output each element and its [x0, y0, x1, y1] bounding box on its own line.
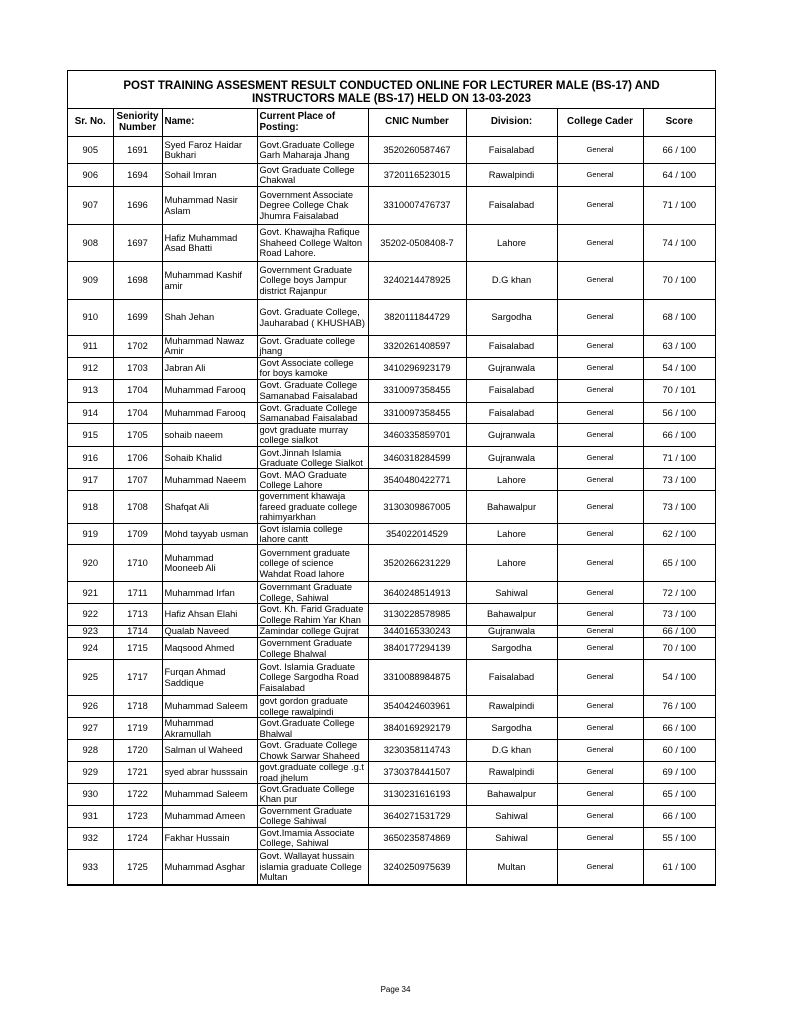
row-posting: Zamindar college Gujrat: [257, 626, 368, 638]
row-name: Qualab Naveed: [162, 626, 257, 638]
row-name: Muhammad Asghar: [162, 849, 257, 884]
row-division: Bahawalpur: [466, 491, 557, 523]
row-posting: Govt.Imamia Associate College, Sahiwal: [257, 827, 368, 849]
row-score: 73 / 100: [643, 491, 715, 523]
row-sr: 933: [68, 849, 113, 884]
row-cader: General: [557, 849, 643, 884]
row-seniority: 1707: [113, 469, 162, 491]
row-sr: 930: [68, 783, 113, 805]
row-posting: Govt. Graduate College Samanabad Faisalabad: [257, 402, 368, 424]
row-posting: Govt. Wallayat hussain islamia graduate College Multan: [257, 849, 368, 884]
row-name: sohaib naeem: [162, 424, 257, 447]
row-posting: Govt. Islamia Graduate College Sargodha Road Faisalabad: [257, 660, 368, 696]
row-score: 55 / 100: [643, 827, 715, 849]
row-cader: General: [557, 262, 643, 300]
row-sr: 906: [68, 164, 113, 187]
row-posting: Govt. Graduate college jhang: [257, 336, 368, 358]
row-score: 73 / 100: [643, 604, 715, 626]
row-cader: General: [557, 545, 643, 582]
row-seniority: 1724: [113, 827, 162, 849]
row-name: Muhammad Mooneeb Ali: [162, 545, 257, 582]
row-sr: 924: [68, 638, 113, 660]
row-sr: 905: [68, 137, 113, 164]
results-table: [68, 109, 715, 885]
row-posting: govt gordon graduate college rawalpindi: [257, 696, 368, 718]
row-cader: General: [557, 582, 643, 604]
title-line-2: INSTRUCTORS MALE (BS-17) HELD ON 13-03-2023: [251, 93, 532, 105]
row-cnic: 3130228578985: [368, 604, 466, 626]
row-sr: 917: [68, 469, 113, 491]
row-sr: 916: [68, 447, 113, 469]
row-division: Rawalpindi: [466, 762, 557, 784]
table-row: [68, 805, 715, 827]
row-cader: General: [557, 469, 643, 491]
table-row: [68, 469, 715, 491]
row-cader: General: [557, 827, 643, 849]
row-cnic: 3310097358455: [368, 379, 466, 402]
row-posting: Govt. MAO Graduate College Lahore: [257, 469, 368, 491]
row-seniority: 1697: [113, 225, 162, 262]
row-name: Muhammad Akramullah: [162, 718, 257, 740]
row-seniority: 1711: [113, 582, 162, 604]
row-sr: 907: [68, 187, 113, 225]
row-score: 66 / 100: [643, 137, 715, 164]
table-row: [68, 447, 715, 469]
row-cnic: 3310007476737: [368, 187, 466, 225]
row-posting: Govt. Graduate College Samanabad Faisalabad: [257, 379, 368, 402]
row-division: Faisalabad: [466, 137, 557, 164]
row-cnic: 354022014529: [368, 523, 466, 545]
row-cnic: 3520266231229: [368, 545, 466, 582]
row-posting: government khawaja fareed graduate college rahimyarkhan: [257, 491, 368, 523]
table-row: [68, 424, 715, 447]
row-sr: 929: [68, 762, 113, 784]
table-row: [68, 849, 715, 884]
row-seniority: 1703: [113, 357, 162, 379]
row-score: 70 / 100: [643, 262, 715, 300]
row-cnic: 3460318284599: [368, 447, 466, 469]
title-line-1: POST TRAINING ASSESMENT RESULT CONDUCTED ONLINE FOR LECTURER MALE (BS-17) AND: [123, 80, 660, 92]
row-seniority: 1723: [113, 805, 162, 827]
row-cnic: 3240250975639: [368, 849, 466, 884]
row-division: Faisalabad: [466, 402, 557, 424]
row-seniority: 1702: [113, 336, 162, 358]
row-seniority: 1718: [113, 696, 162, 718]
row-division: Faisalabad: [466, 660, 557, 696]
header-name: Name:: [162, 109, 257, 137]
row-score: 56 / 100: [643, 402, 715, 424]
row-division: D.G khan: [466, 262, 557, 300]
row-cader: General: [557, 523, 643, 545]
row-score: 60 / 100: [643, 740, 715, 762]
table-row: [68, 225, 715, 262]
row-score: 65 / 100: [643, 783, 715, 805]
row-division: Faisalabad: [466, 336, 557, 358]
table-row: [68, 762, 715, 784]
row-division: Bahawalpur: [466, 783, 557, 805]
row-posting: Govt. Graduate College Chowk Sarwar Shaheed: [257, 740, 368, 762]
row-sr: 931: [68, 805, 113, 827]
row-sr: 923: [68, 626, 113, 638]
row-score: 62 / 100: [643, 523, 715, 545]
row-sr: 920: [68, 545, 113, 582]
row-cnic: 3540424603961: [368, 696, 466, 718]
row-score: 70 / 101: [643, 379, 715, 402]
row-posting: govt.graduate college .g.t road jhelum: [257, 762, 368, 784]
header-sr: Sr. No.: [68, 109, 113, 137]
row-division: Rawalpindi: [466, 696, 557, 718]
row-cnic: 3130309867005: [368, 491, 466, 523]
row-cnic: 3640271531729: [368, 805, 466, 827]
row-cnic: 3240214478925: [368, 262, 466, 300]
row-score: 73 / 100: [643, 469, 715, 491]
row-sr: 913: [68, 379, 113, 402]
row-division: Sargodha: [466, 718, 557, 740]
row-division: Lahore: [466, 469, 557, 491]
row-posting: Government graduate college of science Wahdat Road lahore: [257, 545, 368, 582]
row-name: Salman ul Waheed: [162, 740, 257, 762]
row-cnic: 3640248514913: [368, 582, 466, 604]
row-seniority: 1696: [113, 187, 162, 225]
row-sr: 922: [68, 604, 113, 626]
row-division: Multan: [466, 849, 557, 884]
header-row: [68, 109, 715, 137]
row-cader: General: [557, 402, 643, 424]
row-seniority: 1704: [113, 379, 162, 402]
row-sr: 908: [68, 225, 113, 262]
row-name: Jabran Ali: [162, 357, 257, 379]
row-score: 72 / 100: [643, 582, 715, 604]
table-row: [68, 402, 715, 424]
table-row: [68, 582, 715, 604]
row-sr: 921: [68, 582, 113, 604]
row-cnic: 3540480422771: [368, 469, 466, 491]
row-sr: 932: [68, 827, 113, 849]
row-seniority: 1691: [113, 137, 162, 164]
row-sr: 910: [68, 300, 113, 336]
table-row: [68, 827, 715, 849]
row-score: 65 / 100: [643, 545, 715, 582]
table-row: [68, 137, 715, 164]
result-sheet: [67, 70, 716, 886]
row-division: Sargodha: [466, 300, 557, 336]
row-name: syed abrar husssain: [162, 762, 257, 784]
row-name: Maqsood Ahmed: [162, 638, 257, 660]
row-posting: Government Graduate College Sahiwal: [257, 805, 368, 827]
row-cnic: 3840169292179: [368, 718, 466, 740]
table-row: [68, 638, 715, 660]
row-division: Sargodha: [466, 638, 557, 660]
row-cader: General: [557, 783, 643, 805]
row-sr: 914: [68, 402, 113, 424]
row-score: 70 / 100: [643, 638, 715, 660]
row-posting: Govt.Graduate College Khan pur: [257, 783, 368, 805]
row-cader: General: [557, 626, 643, 638]
row-posting: Governmant Graduate College, Sahiwal: [257, 582, 368, 604]
row-seniority: 1705: [113, 424, 162, 447]
row-name: Muhammad Farooq: [162, 402, 257, 424]
row-cader: General: [557, 696, 643, 718]
row-score: 66 / 100: [643, 626, 715, 638]
row-posting: Government Associate Degree College Chak Jhumra Faisalabad: [257, 187, 368, 225]
row-cader: General: [557, 762, 643, 784]
row-sr: 927: [68, 718, 113, 740]
row-score: 63 / 100: [643, 336, 715, 358]
row-name: Fakhar Hussain: [162, 827, 257, 849]
row-name: Sohail Imran: [162, 164, 257, 187]
row-name: Muhammad Saleem: [162, 696, 257, 718]
row-cader: General: [557, 336, 643, 358]
row-posting: Govt Associate college for boys kamoke: [257, 357, 368, 379]
row-name: Muhammad Farooq: [162, 379, 257, 402]
row-score: 66 / 100: [643, 718, 715, 740]
row-score: 61 / 100: [643, 849, 715, 884]
row-division: Gujranwala: [466, 424, 557, 447]
row-cader: General: [557, 424, 643, 447]
row-score: 74 / 100: [643, 225, 715, 262]
table-row: [68, 357, 715, 379]
row-cnic: 3230358114743: [368, 740, 466, 762]
table-body: [68, 137, 715, 885]
row-cnic: 3320261408597: [368, 336, 466, 358]
row-sr: 911: [68, 336, 113, 358]
row-score: 69 / 100: [643, 762, 715, 784]
row-name: Muhammad Ameen: [162, 805, 257, 827]
row-division: Sahiwal: [466, 805, 557, 827]
table-row: [68, 696, 715, 718]
table-row: [68, 491, 715, 523]
row-seniority: 1708: [113, 491, 162, 523]
row-seniority: 1713: [113, 604, 162, 626]
row-cnic: 3440165330243: [368, 626, 466, 638]
row-sr: 918: [68, 491, 113, 523]
row-division: Rawalpindi: [466, 164, 557, 187]
row-division: Gujranwala: [466, 357, 557, 379]
row-seniority: 1699: [113, 300, 162, 336]
row-cnic: 3130231616193: [368, 783, 466, 805]
row-division: Lahore: [466, 545, 557, 582]
row-cader: General: [557, 491, 643, 523]
table-row: [68, 336, 715, 358]
row-name: Muhammad Nawaz Amir: [162, 336, 257, 358]
row-score: 54 / 100: [643, 660, 715, 696]
row-seniority: 1709: [113, 523, 162, 545]
row-cader: General: [557, 660, 643, 696]
row-cader: General: [557, 137, 643, 164]
row-sr: 915: [68, 424, 113, 447]
row-division: D.G khan: [466, 740, 557, 762]
table-row: [68, 523, 715, 545]
row-seniority: 1717: [113, 660, 162, 696]
row-posting: Government Graduate College boys Jampur district Rajanpur: [257, 262, 368, 300]
row-seniority: 1704: [113, 402, 162, 424]
row-cnic: 3460335859701: [368, 424, 466, 447]
table-row: [68, 545, 715, 582]
row-cnic: 3730378441507: [368, 762, 466, 784]
row-posting: Govt. Kh. Farid Graduate College Rahim Yar Khan: [257, 604, 368, 626]
row-name: Shah Jehan: [162, 300, 257, 336]
row-cnic: 3410296923179: [368, 357, 466, 379]
row-seniority: 1715: [113, 638, 162, 660]
row-cader: General: [557, 638, 643, 660]
header-posting: Current Place of Posting:: [257, 109, 368, 137]
row-score: 64 / 100: [643, 164, 715, 187]
row-cader: General: [557, 740, 643, 762]
row-division: Bahawalpur: [466, 604, 557, 626]
row-posting: Govt. Graduate College, Jauharabad ( KHUSHAB): [257, 300, 368, 336]
table-row: [68, 604, 715, 626]
row-cader: General: [557, 164, 643, 187]
row-name: Muhammad Kashif amir: [162, 262, 257, 300]
table-row: [68, 379, 715, 402]
row-posting: Govt.Jinnah Islamia Graduate College Sialkot: [257, 447, 368, 469]
row-score: 54 / 100: [643, 357, 715, 379]
row-sr: 928: [68, 740, 113, 762]
row-division: Gujranwala: [466, 626, 557, 638]
row-score: 71 / 100: [643, 187, 715, 225]
row-cnic: 3310088984875: [368, 660, 466, 696]
row-cnic: 3650235874869: [368, 827, 466, 849]
row-cader: General: [557, 300, 643, 336]
row-division: Faisalabad: [466, 379, 557, 402]
row-seniority: 1698: [113, 262, 162, 300]
header-division: Division:: [466, 109, 557, 137]
table-row: [68, 187, 715, 225]
header-seniority: Seniority Number: [113, 109, 162, 137]
row-score: 68 / 100: [643, 300, 715, 336]
row-name: Hafiz Ahsan Elahi: [162, 604, 257, 626]
row-seniority: 1725: [113, 849, 162, 884]
row-name: Muhammad Nasir Aslam: [162, 187, 257, 225]
row-division: Gujranwala: [466, 447, 557, 469]
row-seniority: 1714: [113, 626, 162, 638]
row-sr: 909: [68, 262, 113, 300]
row-division: Lahore: [466, 225, 557, 262]
row-name: Muhammad Saleem: [162, 783, 257, 805]
row-name: Syed Faroz Haidar Bukhari: [162, 137, 257, 164]
row-posting: Govt.Graduate College Garh Maharaja Jhang: [257, 137, 368, 164]
row-name: Sohaib Khalid: [162, 447, 257, 469]
row-seniority: 1722: [113, 783, 162, 805]
row-name: Mohd tayyab usman: [162, 523, 257, 545]
row-name: Muhammad Irfan: [162, 582, 257, 604]
row-name: Furqan Ahmad Saddique: [162, 660, 257, 696]
row-sr: 912: [68, 357, 113, 379]
row-cnic: 3840177294139: [368, 638, 466, 660]
row-seniority: 1710: [113, 545, 162, 582]
row-cader: General: [557, 187, 643, 225]
row-cader: General: [557, 225, 643, 262]
table-row: [68, 164, 715, 187]
row-sr: 919: [68, 523, 113, 545]
row-sr: 925: [68, 660, 113, 696]
page-title: [68, 71, 715, 109]
row-seniority: 1706: [113, 447, 162, 469]
row-posting: Govt islamia college lahore cantt: [257, 523, 368, 545]
row-score: 76 / 100: [643, 696, 715, 718]
row-cnic: 3310097358455: [368, 402, 466, 424]
table-row: [68, 718, 715, 740]
table-row: [68, 262, 715, 300]
row-seniority: 1694: [113, 164, 162, 187]
row-cader: General: [557, 379, 643, 402]
row-seniority: 1720: [113, 740, 162, 762]
header-score: Score: [643, 109, 715, 137]
row-seniority: 1721: [113, 762, 162, 784]
row-division: Sahiwal: [466, 827, 557, 849]
row-cader: General: [557, 604, 643, 626]
header-cnic: CNIC Number: [368, 109, 466, 137]
row-score: 66 / 100: [643, 805, 715, 827]
row-cnic: 35202-0508408-7: [368, 225, 466, 262]
page-number: Page 34: [380, 985, 411, 994]
row-posting: Govt. Khawajha Rafique Shaheed College Walton Road Lahore.: [257, 225, 368, 262]
row-cader: General: [557, 447, 643, 469]
row-posting: Govt.Graduate College Bhalwal: [257, 718, 368, 740]
row-posting: govt graduate murray college sialkot: [257, 424, 368, 447]
row-name: Shafqat Ali: [162, 491, 257, 523]
table-row: [68, 626, 715, 638]
row-sr: 926: [68, 696, 113, 718]
header-cader: College Cader: [557, 109, 643, 137]
row-name: Muhammad Naeem: [162, 469, 257, 491]
row-division: Sahiwal: [466, 582, 557, 604]
row-posting: Government Graduate College Bhalwal: [257, 638, 368, 660]
row-posting: Govt Graduate College Chakwal: [257, 164, 368, 187]
row-cnic: 3720116523015: [368, 164, 466, 187]
row-cnic: 3520260587467: [368, 137, 466, 164]
table-row: [68, 660, 715, 696]
row-cnic: 3820111844729: [368, 300, 466, 336]
row-division: Lahore: [466, 523, 557, 545]
row-score: 71 / 100: [643, 447, 715, 469]
table-row: [68, 300, 715, 336]
table-row: [68, 783, 715, 805]
row-cader: General: [557, 718, 643, 740]
row-cader: General: [557, 357, 643, 379]
row-name: Hafiz Muhammad Asad Bhatti: [162, 225, 257, 262]
row-seniority: 1719: [113, 718, 162, 740]
row-division: Faisalabad: [466, 187, 557, 225]
row-score: 66 / 100: [643, 424, 715, 447]
table-row: [68, 740, 715, 762]
row-cader: General: [557, 805, 643, 827]
